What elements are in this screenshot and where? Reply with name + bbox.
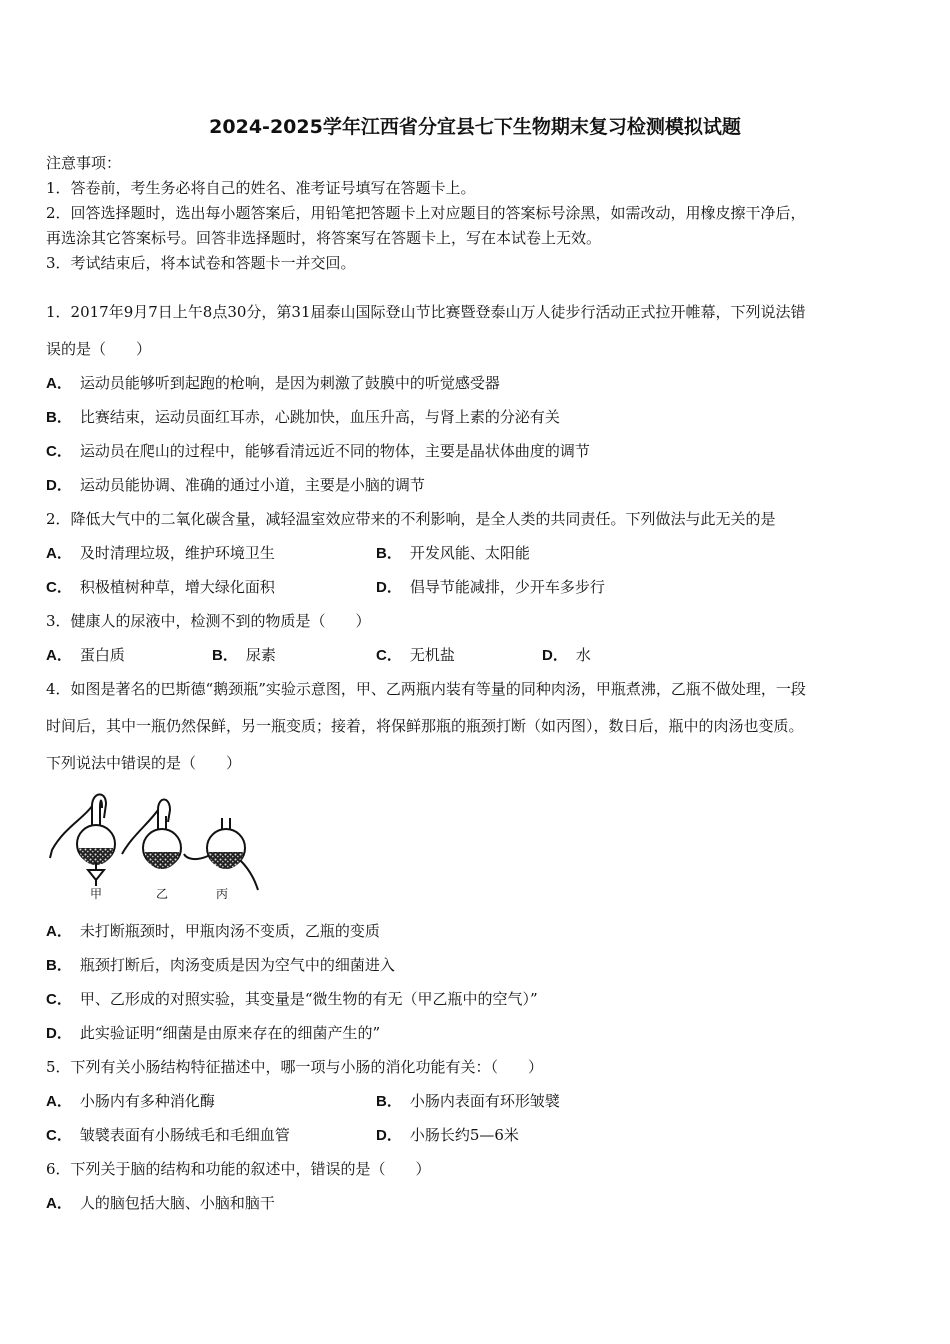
question-3-option-c — [376, 644, 455, 665]
option-label: C． — [46, 991, 72, 1008]
question-3-option-d — [542, 644, 591, 665]
option-text: 运动员能够听到起跑的枪响，是因为刺激了鼓膜中的听觉感受器 — [79, 374, 500, 392]
option-label: D． — [542, 647, 568, 664]
question-5-stem: 5．下列有关小肠结构特征描述中，哪一项与小肠的消化功能有关：（ ） — [46, 1058, 544, 1076]
question-2-option-a — [46, 542, 275, 563]
option-text: 无机盐 — [409, 646, 455, 664]
question-1-option-d — [46, 474, 425, 495]
flask-yi — [122, 800, 181, 870]
question-4-option-a — [46, 920, 380, 941]
question-6-stem: 6．下列关于脑的结构和功能的叙述中，错误的是（ ） — [46, 1160, 431, 1178]
question-4-stem-cont: 时间后，其中一瓶仍然保鲜，另一瓶变质；接着，将保鲜那瓶的瓶颈打断（如丙图），数日后，瓶中的肉汤也变质。 — [46, 717, 804, 735]
option-label: C． — [46, 443, 72, 460]
option-label: C． — [376, 647, 402, 664]
option-label: B． — [376, 545, 402, 562]
option-label: A． — [46, 647, 72, 664]
notice-item: 2．回答选择题时，选出每小题答案后，用铅笔把答题卡上对应题目的答案标号涂黑，如需改动，用橡皮擦干净后， — [46, 204, 806, 222]
option-text: 积极植树种草，增大绿化面积 — [79, 578, 275, 596]
question-3-option-b — [212, 644, 276, 665]
notice-item: 1．答卷前，考生务必将自己的姓名、准考证号填写在答题卡上。 — [46, 179, 476, 197]
question-5-option-d — [376, 1124, 519, 1145]
question-1-option-a — [46, 372, 500, 393]
option-label: B． — [376, 1093, 402, 1110]
figure-label-bing: 丙 — [215, 887, 229, 900]
option-label: D． — [46, 477, 72, 494]
question-4-option-b — [46, 954, 395, 975]
swan-neck-flask-figure — [44, 788, 264, 900]
option-text: 人的脑包括大脑、小脑和脑干 — [79, 1194, 275, 1212]
option-label: D． — [376, 1127, 402, 1144]
question-2-option-c — [46, 576, 275, 597]
option-label: D． — [376, 579, 402, 596]
question-2-option-d — [376, 576, 605, 597]
option-text: 倡导节能减排，少开车多步行 — [409, 578, 605, 596]
option-text: 开发风能、太阳能 — [409, 544, 530, 562]
question-6-option-a — [46, 1192, 275, 1213]
question-3-option-a — [46, 644, 125, 665]
question-5-option-c — [46, 1124, 290, 1145]
question-5-option-b — [376, 1090, 560, 1111]
option-label: C． — [46, 579, 72, 596]
option-text: 小肠长约5—6米 — [409, 1126, 519, 1144]
option-label: A． — [46, 1195, 72, 1212]
option-text: 瓶颈打断后，肉汤变质是因为空气中的细菌进入 — [79, 956, 395, 974]
flask-jia — [50, 794, 115, 886]
flask-bing — [184, 818, 258, 890]
option-text: 运动员能协调、准确的通过小道，主要是小脑的调节 — [79, 476, 425, 494]
figure-label-yi: 乙 — [155, 887, 169, 900]
option-text: 甲、乙形成的对照实验，其变量是“微生物的有无（甲乙瓶中的空气）” — [79, 990, 538, 1008]
question-1-stem: 1．2017年9月7日上午8点30分，第31届泰山国际登山节比赛暨登泰山万人徒步行活动正式拉开帷幕，下列说法错 — [46, 303, 806, 321]
option-label: A． — [46, 923, 72, 940]
option-label: B． — [46, 409, 72, 426]
option-text: 及时清理垃圾，维护环境卫生 — [79, 544, 275, 562]
question-2-stem: 2．降低大气中的二氧化碳含量，减轻温室效应带来的不利影响，是全人类的共同责任。下列做法与此无关的是 — [46, 510, 776, 528]
question-4-stem-cont: 下列说法中错误的是（ ） — [46, 754, 242, 772]
question-1-option-c — [46, 440, 590, 461]
notice-item: 再选涂其它答案标号。回答非选择题时，将答案写在答题卡上，写在本试卷上无效。 — [46, 229, 602, 247]
page-title: 2024-2025学年江西省分宜县七下生物期末复习检测模拟试题 — [209, 116, 741, 138]
option-text: 水 — [575, 646, 591, 664]
option-label: B． — [46, 957, 72, 974]
option-text: 蛋白质 — [79, 646, 125, 664]
option-label: C． — [46, 1127, 72, 1144]
question-4-option-d — [46, 1022, 380, 1043]
option-text: 未打断瓶颈时，甲瓶肉汤不变质，乙瓶的变质 — [79, 922, 380, 940]
question-4-stem: 4．如图是著名的巴斯德“鹅颈瓶”实验示意图，甲、乙两瓶内装有等量的同种肉汤，甲瓶煮沸，乙瓶不做处理，一段 — [46, 680, 806, 698]
option-text: 小肠内有多种消化酶 — [79, 1092, 215, 1110]
question-5-option-a — [46, 1090, 215, 1111]
question-1-option-b — [46, 406, 560, 427]
option-label: A． — [46, 545, 72, 562]
figure-label-jia: 甲 — [89, 887, 103, 900]
option-text: 小肠内表面有环形皱襞 — [409, 1092, 560, 1110]
notice-item: 3．考试结束后，将本试卷和答题卡一并交回。 — [46, 254, 356, 272]
option-label: D． — [46, 1025, 72, 1042]
question-4-option-c — [46, 988, 538, 1009]
option-text: 运动员在爬山的过程中，能够看清远近不同的物体，主要是晶状体曲度的调节 — [79, 442, 590, 460]
question-2-option-b — [376, 542, 530, 563]
option-text: 此实验证明“细菌是由原来存在的细菌产生的” — [79, 1024, 381, 1042]
option-text: 尿素 — [245, 646, 276, 664]
option-label: B． — [212, 647, 238, 664]
option-text: 皱襞表面有小肠绒毛和毛细血管 — [79, 1126, 290, 1144]
option-text: 比赛结束，运动员面红耳赤，心跳加快，血压升高，与肾上素的分泌有关 — [79, 408, 560, 426]
option-label: A． — [46, 1093, 72, 1110]
question-3-stem: 3．健康人的尿液中，检测不到的物质是（ ） — [46, 612, 371, 630]
notice-heading: 注意事项： — [46, 154, 122, 172]
question-1-stem-cont: 误的是（ ） — [46, 340, 152, 358]
option-label: A． — [46, 375, 72, 392]
